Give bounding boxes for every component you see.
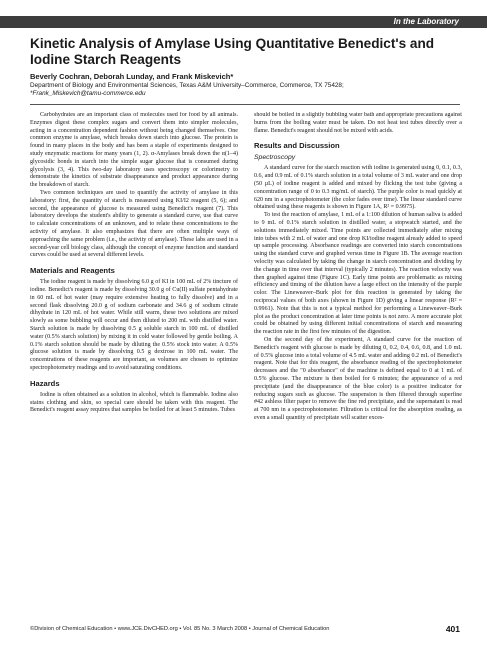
author-email: *Frank_Miskevich@tamu-commerce.edu (30, 90, 146, 98)
affiliation-block (30, 82, 460, 98)
header-divider (30, 104, 460, 105)
materials-heading: Materials and Reagents (30, 266, 115, 276)
section-banner (0, 16, 487, 28)
hazards-heading: Hazards (30, 378, 60, 388)
results-heading: Results and Discussion (254, 141, 340, 151)
article-title: Kinetic Analysis of Amylase Using Quantitative Benedict's and Iodine Starch Reagents (30, 36, 435, 67)
spectroscopy-paragraph-2: To test the reaction of amylase, 1 mL of a 1:100 dilution of human saliva is added to 9 mL of 0.1% starch solution in distilled water, a stopwatch started, and the solutions immediately mixed. Time points are collected immediately after mixing into tubes with 2 mL of water and one drop KI/iodine reagent already added to speed up sample processing. Absorbance readings are converted into starch concentrations using the standard curve and graphed versus time in Figure 1B. The average reaction velocity was calculated by taking the change in starch concentration and dividing by the change in time over that interval (typically 2 minutes). The reaction velocity was then graphed against time (Figure 1C). Early time points are problematic as mixing efficiency and timing of the dilution have a large effect on the intensity of the purple color. The Lineweaver–Burk plot for this reaction is generated by taking the reciprocal values of both axes (shown in Figure 1D) giving a linear response (R² = 0.9961). Note that this is not a typical method for performing a Lineweaver–Burk plot as the product concentration at later time points is not zero. A more accurate plot could be obtained by using different initial concentrations of starch and measuring the reaction rate in the first few minutes of the digestion. (254, 212, 462, 336)
intro-paragraph-1: Carbohydrates are an important class of molecules used for food by all animals. Enzymes digest these complex sugars and convert them into simpler molecules, acting in a concentration dependent fashion without being changed themselves. One common enzyme is amylase, which breaks down starch into glucose. The protein is found in many places in the body and has been a staple of experiments designed to study enzymatic reactions for many years (1, 2). α-Amylases break down the α(1–4) glycosidic bonds in starch into the simple sugar glucose that is consumed during glycolysis (3, 4). This two-day laboratory uses spectroscopy or colorimetry to demonstrate the kinetics of substrate disappearance and product appearance during the breakdown of starch. (30, 112, 238, 189)
hazards-continued-paragraph: should be boiled in a slightly bubbling water bath and appropriate precautions against burns from the boiling water must be taken. Do not heat test tubes directly over a flame. Benedict's reagent should not be mixed with acids. (254, 112, 462, 134)
page-number: 401 (445, 624, 460, 634)
page-footer (30, 624, 460, 636)
author-list: Beverly Cochran, Deborah Lunday, and Frank Miskevich* (30, 72, 234, 81)
hazards-paragraph: Iodine is often obtained as a solution in alcohol, which is flammable. Iodine also stains clothing and skin, so special care should be taken with this reagent. The Benedict's reagent assay requires that samples be boiled for at least 5 minutes. Tubes (30, 391, 238, 414)
section-label: In the Laboratory (393, 17, 459, 26)
intro-paragraph-2: Two common techniques are used to quantify the activity of amylase in this laboratory: first, the quantity of starch is measured using KI/I2 reagent (5, 6); and second, the appearance of glucose is measured using Benedict's reagent (7). This laboratory develops the student's ability to generate a standard curve, use that curve to calculate concentrations of an unknown, and to relate these concentrations to the activity of amylase. It also emphasizes that there are often multiple ways of approaching the same problem (i.e., the activity of amylase). These labs are used in a second-year cell biology class, although the concept of enzyme function and standard curves could be used at several different levels. (30, 189, 238, 259)
materials-paragraph: The iodine reagent is made by dissolving 6.0 g of KI in 100 mL of 2% tincture of iodine. Benedict's reagent is made by dissolving 30.0 g of Cu(II) sulfate pentahydrate in 60 mL of hot water (may require extensive heating to fully dissolve) and in a second flask dissolving 20.0 g of sodium carbonate and 34.6 g of sodium citrate dihydrate in 120 mL of hot water. While still warm, these two solutions are mixed slowly as some bubbling will occur and then diluted to 200 mL with distilled water. Starch solution is made by dissolving 0.5 g soluble starch in 100 mL of distilled water (0.5% starch solution) by mixing it in cold water followed by gentle boiling. A 0.1% starch solution should be made by diluting the 0.5% stock into water. A 0.5% glucose solution is made by dissolving 0.5 g dextrose in 100 mL water. The concentrations of these reagents are important, as volumes are chosen to optimize spectrophotometry readings and to avoid saturating conditions. (30, 279, 238, 371)
footer-citation: ©Division of Chemical Education • www.JCE.DivCHED.org • Vol. 85 No. 3 March 2008 • Journal of Chemical Education (30, 626, 330, 632)
spectroscopy-paragraph-1: A standard curve for the starch reaction with iodine is generated using 0, 0.1, 0.3, 0.6, and 0.9 mL of 0.1% starch solution in a total volume of 3 mL water and one drop (50 µL) of iodine reagent is added and mixed by flicking the test tube (giving a concentration range of 0 to 0.3 mg/mL of starch). The purple color is read quickly at 620 nm in a spectrophotometer (the color fades over time). The linear standard curve obtained using these reagents is shown in Figure 1A, R² = 0.9975). (254, 165, 462, 211)
right-column (254, 112, 462, 617)
spectroscopy-heading: Spectroscopy (254, 154, 296, 162)
spectroscopy-paragraph-3: On the second day of the experiment, A standard curve for the reaction of Benedict's reagent with glucose is made by diluting 0, 0.2, 0.4, 0.6, 0.8, and 1.0 mL of 0.5% glucose into a total volume of 4.5 mL water and adding 0.2 mL of Benedict's reagent. Note that for this reagent, the absorbance reading of the spectrophotometer decreases and the "0 absorbance" of the machine is defined equal to 0 at 1 mL of 0.5% glucose. The mixture is then boiled for 6 minutes; the appearance of a red precipitate (and the disappearance of the blue color) is a positive indicator for reducing sugars such as glucose. The suspension is then filtered through superfine #42 ashless filter paper to remove the fine red precipitate, and the supernatant is read at 700 nm in a spectrophotometer. Filtration is critical for the absorption reading, as even a small quantity of precipitate will scatter exces- (254, 336, 462, 421)
left-column (30, 112, 238, 617)
affiliation: Department of Biology and Environmental Sciences, Texas A&M University–Commerce, Commerce, TX 75428; (30, 82, 344, 89)
